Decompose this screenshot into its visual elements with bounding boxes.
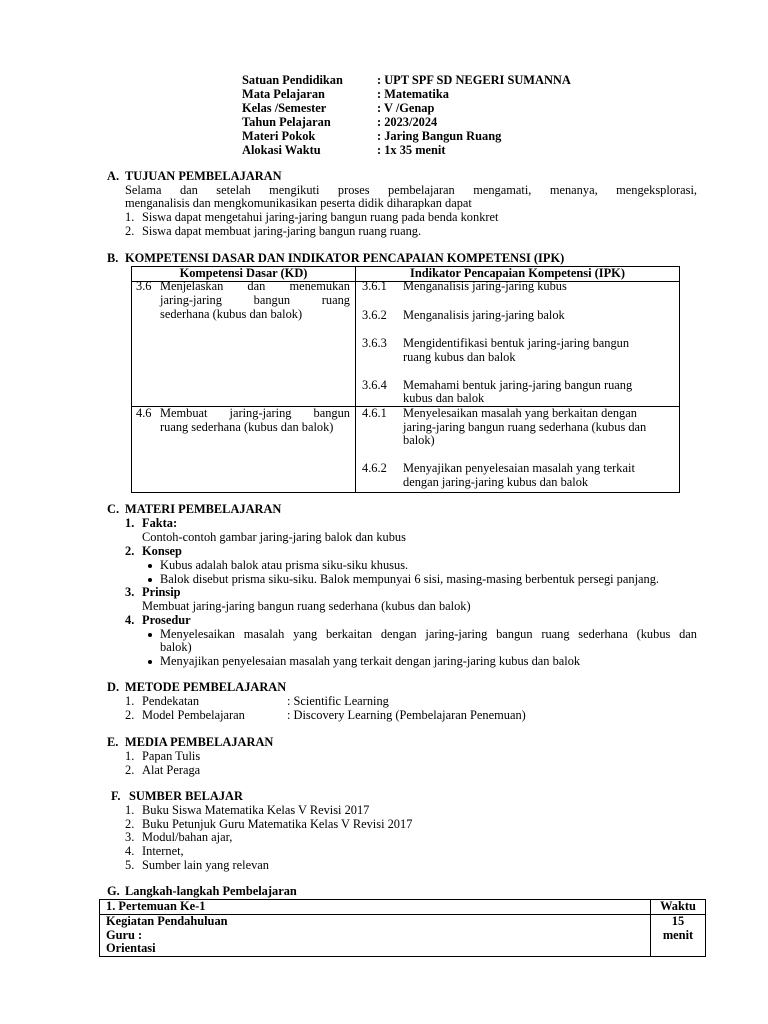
bullet-item — [140, 573, 659, 587]
list-text: Buku Petunjuk Guru Matematika Kelas V Revisi 2017 — [142, 817, 413, 831]
kd-column-header: Kompetensi Dasar (KD) — [179, 266, 308, 280]
ipk-number: 3.6.3 — [362, 336, 387, 350]
list-number: 2. — [125, 224, 135, 238]
ipk-number: 3.6.4 — [362, 378, 387, 392]
section-title: TUJUAN PEMBELAJARAN — [125, 169, 282, 183]
section-title: Langkah-langkah Pembelajaran — [125, 884, 297, 898]
competency-table — [131, 266, 680, 493]
list-item — [125, 764, 200, 778]
ipk-text-line: Menganalisis jaring-jaring balok — [403, 308, 565, 322]
paragraph: Contoh-contoh gambar jaring-jaring balok dan kubus — [142, 530, 406, 544]
section-e-heading — [107, 736, 273, 750]
ipk-number: 4.6.1 — [362, 406, 387, 420]
ipk-text-line: ruang kubus dan balok — [403, 350, 516, 364]
subheading — [125, 614, 191, 628]
section-letter: F. — [111, 789, 121, 803]
section-letter: E. — [107, 735, 119, 749]
table-row-label: Orientasi — [106, 941, 156, 955]
section-letter: B. — [107, 251, 119, 265]
list-number: 1. — [125, 749, 135, 763]
list-number: 2. — [125, 817, 135, 831]
identity-key: Mata Pelajaran — [242, 87, 325, 101]
list-number: 5. — [125, 858, 135, 872]
ipk-text-line: Mengidentifikasi bentuk jaring-jaring bangun — [403, 336, 630, 350]
list-text: Buku Siswa Matematika Kelas V Revisi 2017 — [142, 803, 370, 817]
bullet-text: Menyajikan penyelesaian masalah yang terkait dengan jaring-jaring kubus dan balok — [160, 654, 581, 668]
ipk-column-header: Indikator Pencapaian Kompetensi (IPK) — [410, 266, 625, 280]
list-number: 1. — [125, 694, 135, 708]
section-title: MATERI PEMBELAJARAN — [125, 502, 282, 516]
time-value: 15 — [671, 914, 685, 928]
identity-value: : 2023/2024 — [377, 115, 438, 129]
section-title: MEDIA PEMBELAJARAN — [125, 735, 274, 749]
ipk-number: 4.6.2 — [362, 461, 387, 475]
list-text: Siswa dapat membuat jaring-jaring bangun ruang ruang. — [142, 224, 422, 238]
subheading — [125, 586, 181, 600]
list-number: 2. — [125, 763, 135, 777]
ipk-text-line: Menyajikan penyelesaian masalah yang terkait — [403, 461, 635, 475]
list-number: 4. — [125, 844, 135, 858]
bullet-icon — [148, 564, 152, 568]
list-text: Alat Peraga — [142, 763, 201, 777]
section-title: SUMBER BELAJAR — [129, 789, 243, 803]
list-item — [125, 695, 389, 709]
table-row-label: Guru : — [106, 928, 143, 942]
section-d-heading — [107, 681, 286, 695]
section-letter: C. — [107, 502, 120, 516]
kd-text-line: Menjelaskan dan menemukan — [160, 279, 350, 293]
bullet-text: balok) — [160, 640, 192, 654]
table-row-label: Kegiatan Pendahuluan — [106, 914, 228, 928]
subheading-title: Konsep — [142, 544, 182, 558]
list-text: Modul/bahan ajar, — [142, 830, 233, 844]
section-title: METODE PEMBELAJARAN — [125, 680, 287, 694]
list-item — [125, 831, 232, 845]
section-a-intro-line: menganalisis dan mengkomunikasikan peserta didik diharapkan dapat — [125, 196, 472, 210]
bullet-icon — [148, 578, 152, 582]
list-number: 3. — [125, 830, 135, 844]
list-item — [125, 709, 526, 723]
bullet-text: Menyelesaikan masalah yang berkaitan dengan jaring-jaring bangun ruang sederhana (kubus dan — [160, 627, 697, 641]
ipk-number: 3.6.1 — [362, 279, 387, 293]
list-number: 4. — [125, 613, 135, 627]
ipk-text-line: Memahami bentuk jaring-jaring bangun ruang — [403, 378, 633, 392]
list-item — [125, 211, 498, 225]
kd-text-line: jaring-jaring bangun ruang — [160, 293, 350, 307]
bullet-icon — [148, 633, 152, 637]
list-text: Internet, — [142, 844, 184, 858]
time-unit: menit — [662, 928, 694, 942]
paragraph: Membuat jaring-jaring bangun ruang sederhana (kubus dan balok) — [142, 599, 471, 613]
kd-text-line: ruang sederhana (kubus dan balok) — [160, 420, 334, 434]
section-title: KOMPETENSI DASAR DAN INDIKATOR PENCAPAIAN KOMPETENSI (IPK) — [125, 251, 565, 265]
list-value: : Scientific Learning — [287, 694, 389, 708]
section-f-heading — [111, 790, 243, 804]
list-item — [125, 225, 421, 239]
section-c-heading — [107, 503, 281, 517]
identity-value: : 1x 35 menit — [377, 143, 446, 157]
ipk-number: 3.6.2 — [362, 308, 387, 322]
list-text: Papan Tulis — [142, 749, 201, 763]
identity-value: : UPT SPF SD NEGERI SUMANNA — [377, 73, 571, 87]
identity-value: : Jaring Bangun Ruang — [377, 129, 502, 143]
identity-row — [242, 116, 437, 130]
list-text: Siswa dapat mengetahui jaring-jaring bangun ruang pada benda konkret — [142, 210, 499, 224]
steps-table — [99, 899, 706, 957]
list-label: Pendekatan — [142, 694, 200, 708]
bullet-icon-wrap — [140, 628, 160, 642]
ipk-text-line: jaring-jaring bangun ruang sederhana (kubus dan — [403, 420, 647, 434]
list-number: 3. — [125, 585, 135, 599]
section-b-heading — [107, 252, 564, 266]
table-divider — [355, 267, 356, 492]
list-value: : Discovery Learning (Pembelajaran Penemuan) — [287, 708, 526, 722]
section-a-intro-line: Selama dan setelah mengikuti proses pembelajaran mengamati, menanya, mengeksplorasi, — [125, 183, 697, 197]
bullet-icon — [148, 660, 152, 664]
section-letter: A. — [107, 169, 120, 183]
ipk-text-line: balok) — [403, 433, 435, 447]
identity-key: Kelas /Semester — [242, 101, 327, 115]
kd-number: 3.6 — [136, 279, 152, 293]
identity-row — [242, 74, 571, 88]
list-number: 1. — [125, 210, 135, 224]
bullet-item — [140, 559, 408, 573]
list-number: 1. — [125, 803, 135, 817]
identity-value: : V /Genap — [377, 101, 435, 115]
list-number: 1. — [125, 516, 135, 530]
section-a-heading — [107, 170, 282, 184]
list-text: Sumber lain yang relevan — [142, 858, 269, 872]
ipk-text-line: dengan jaring-jaring kubus dan balok — [403, 475, 589, 489]
section-g-heading — [107, 885, 297, 899]
kd-text-line: sederhana (kubus dan balok) — [160, 307, 303, 321]
subheading-title: Fakta: — [142, 516, 178, 530]
list-label: Model Pembelajaran — [142, 708, 245, 722]
section-letter: G. — [107, 884, 120, 898]
list-item — [125, 859, 269, 873]
list-number: 2. — [125, 708, 135, 722]
ipk-text-line: Menyelesaikan masalah yang berkaitan dengan — [403, 406, 637, 420]
identity-key: Satuan Pendidikan — [242, 73, 343, 87]
list-item — [125, 750, 200, 764]
identity-value: : Matematika — [377, 87, 449, 101]
list-item — [125, 804, 369, 818]
subheading — [125, 545, 182, 559]
subheading-title: Prinsip — [142, 585, 181, 599]
table-header-time: Waktu — [660, 899, 696, 913]
ipk-text-line: Menganalisis jaring-jaring kubus — [403, 279, 567, 293]
table-header-meeting: 1. Pertemuan Ke-1 — [106, 899, 206, 913]
identity-row — [242, 102, 434, 116]
identity-row — [242, 130, 501, 144]
identity-row — [242, 144, 445, 158]
kd-number: 4.6 — [136, 406, 152, 420]
subheading — [125, 517, 177, 531]
section-letter: D. — [107, 680, 120, 694]
ipk-text-line: kubus dan balok — [403, 391, 485, 405]
kd-text-line: Membuat jaring-jaring bangun — [160, 406, 350, 420]
identity-key: Materi Pokok — [242, 129, 316, 143]
bullet-item — [140, 655, 580, 669]
subheading-title: Prosedur — [142, 613, 191, 627]
bullet-text: Balok disebut prisma siku-siku. Balok mempunyai 6 sisi, masing-masing berbentuk persegi panjang. — [160, 572, 659, 586]
identity-row — [242, 88, 449, 102]
bullet-text: Kubus adalah balok atau prisma siku-siku khusus. — [160, 558, 409, 572]
list-number: 2. — [125, 544, 135, 558]
identity-key: Tahun Pelajaran — [242, 115, 331, 129]
identity-key: Alokasi Waktu — [242, 143, 321, 157]
list-item — [125, 845, 184, 859]
